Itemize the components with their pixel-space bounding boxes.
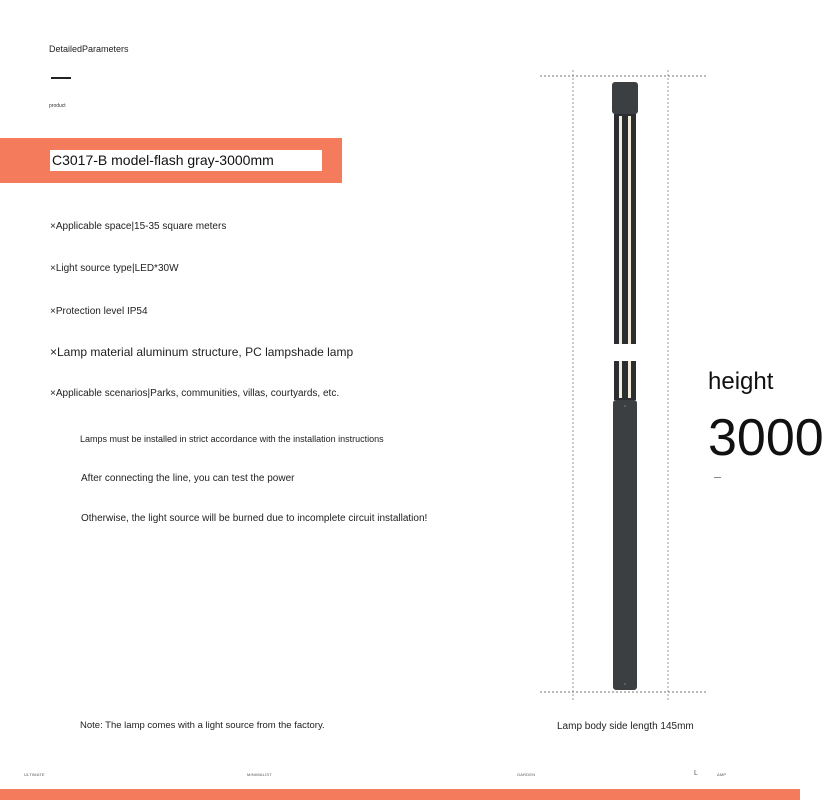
height-label: height [708,368,774,395]
lamp-illustration [530,60,720,710]
page-title: DetailedParameters [49,44,129,54]
spec-applicable-space: ×Applicable space|15-35 square meters [50,221,227,232]
spec-lamp-material: ×Lamp material aluminum structure, PC lampshade lamp [50,345,354,359]
footer-band [0,789,800,800]
spec-protection-level: ×Protection level IP54 [50,306,148,317]
footer-tag-amp: AMP [717,772,727,777]
section-subtitle: product [49,103,66,109]
install-note-3: Otherwise, the light source will be burned due to incomplete circuit installation! [81,513,428,524]
product-model: C3017-B model-flash gray-3000mm [50,150,322,171]
factory-note: Note: The lamp comes with a light source from the factory. [80,720,325,731]
lamp-break-gap [608,344,642,361]
spec-applicable-scenarios: ×Applicable scenarios|Parks, communities, villas, courtyards, etc. [50,388,340,399]
footer-tag-minimalist: MINIMALIST [247,772,272,777]
height-value: 3000 [708,409,824,467]
side-length-label: Lamp body side length 145mm [557,721,694,732]
footer-tag-ultimate: ULTIMATE [24,772,45,777]
footer-tag-garden: GARDEN [517,772,536,777]
footer-tag-l: L [694,770,699,777]
lamp-cap [612,82,638,114]
install-note-2: After connecting the line, you can test the power [81,473,295,484]
height-dash [714,477,721,478]
title-divider [51,77,71,79]
install-note-1: Lamps must be installed in strict accordance with the installation instructions [80,434,384,444]
lamp-pole [613,400,637,690]
spec-light-source: ×Light source type|LED*30W [50,263,179,274]
